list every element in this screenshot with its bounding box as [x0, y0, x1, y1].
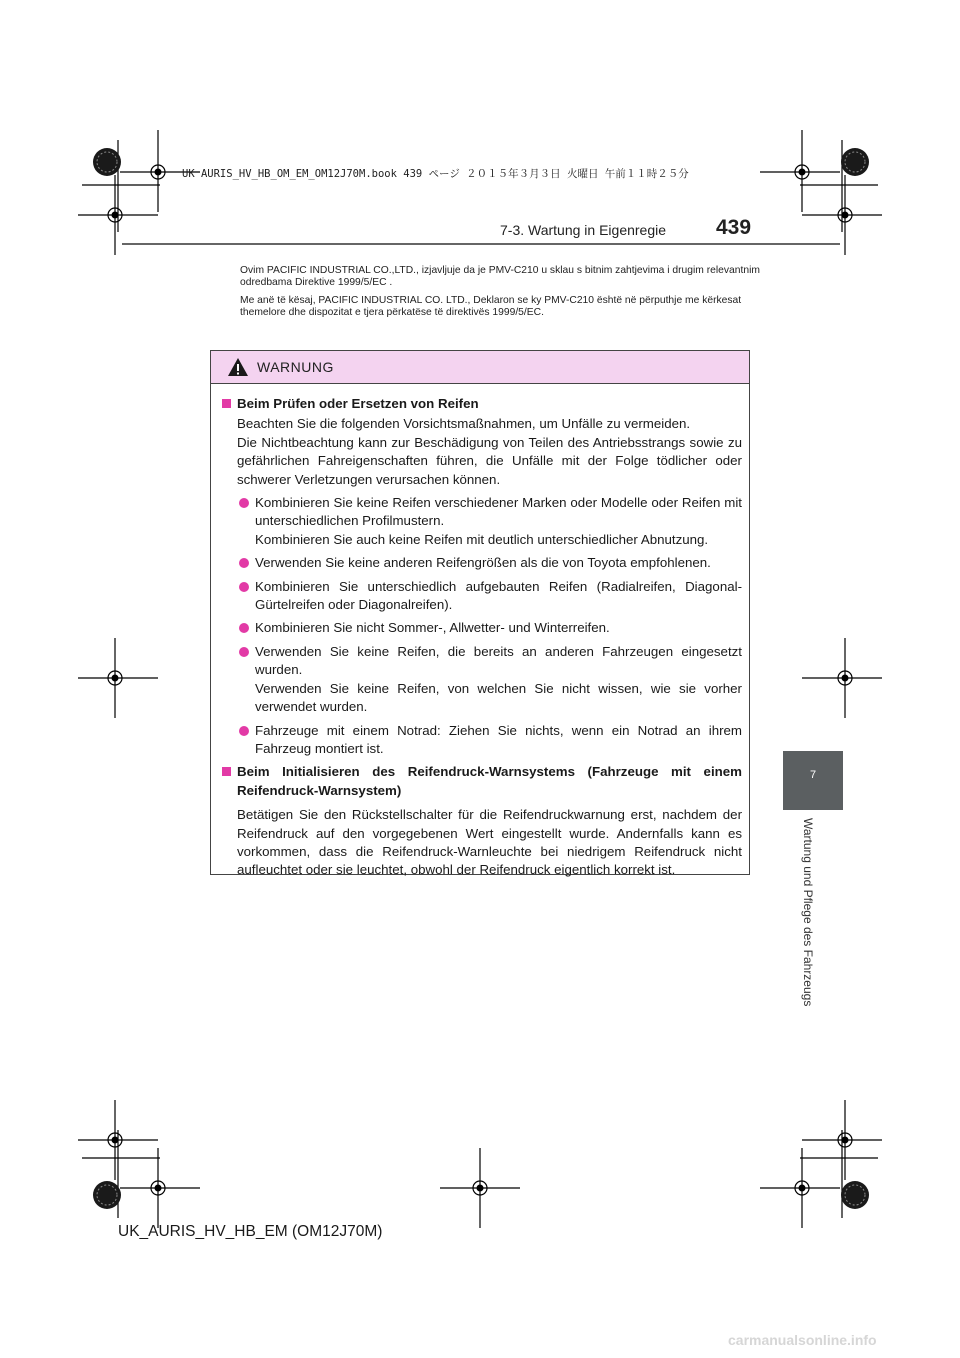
square-bullet-icon: [222, 767, 231, 776]
round-bullet-icon: [239, 623, 249, 633]
section-title: 7-3. Wartung in Eigenregie: [500, 222, 667, 238]
round-bullet-icon: [239, 582, 249, 592]
page-number: 439: [716, 216, 752, 239]
chapter-label: Wartung und Pflege des Fahrzeugs: [801, 818, 815, 1007]
declaration-albanian: Me anë të kësaj, PACIFIC INDUSTRIAL CO. LTD., Deklaron se ky PMV-C210 është në përputhje me kërkesat themelore dhe dispozitat e tjera përkatëse të direktivës 1999/5/EC.: [240, 295, 742, 318]
header-rule: [122, 243, 840, 245]
footer-model-code: UK_AURIS_HV_HB_EM (OM12J70M): [118, 1223, 383, 1240]
round-bullet-icon: [239, 647, 249, 657]
round-bullet-icon: [239, 498, 249, 508]
list-item: Kombinieren Sie nicht Sommer-, Allwetter- und Winterreifen.: [221, 619, 742, 637]
watermark: carmanualsonline.info: [728, 1332, 877, 1348]
warning-heading-tpws: Beim Initialisieren des Reifendruck-Warnsystems (Fahrzeuge mit einem Reifendruck-Warnsystem): [221, 763, 742, 800]
paragraph: Beachten Sie die folgenden Vorsichtsmaßnahmen, um Unfälle zu vermeiden. Die Nichtbeachtung kann zur Beschädigung von Teilen des Antriebsstrangs sowie zu gefährlichen Fahreigenschaften führen, die Unfälle mit der Folge tödlicher oder schwerer Verletzungen verursachen können.: [237, 416, 742, 487]
chapter-number: 7: [809, 769, 817, 781]
warning-triangle-icon: [227, 357, 249, 377]
list-item: Kombinieren Sie unterschiedlich aufgebauten Reifen (Radialreifen, Diagonal-Gürtelreifen oder Diagonalreifen).: [221, 578, 742, 615]
list-item: Verwenden Sie keine anderen Reifengrößen als die von Toyota empfohlenen.: [221, 554, 742, 572]
warning-box: [210, 350, 750, 878]
warning-header: [211, 351, 749, 384]
square-bullet-icon: [222, 399, 231, 408]
round-bullet-icon: [239, 558, 249, 568]
warning-heading-tires: Beim Prüfen oder Ersetzen von Reifen: [221, 395, 742, 413]
round-bullet-icon: [239, 726, 249, 736]
warning-body: [211, 384, 749, 880]
declaration-croatian: Ovim PACIFIC INDUSTRIAL CO.,LTD., izjavljuje da je PMV-C210 u sklau s bitnim zahtjevima i drugim relevantnim odredbama Direktive 1999/5/EC .: [240, 265, 760, 288]
warning-title: WARNUNG: [257, 359, 334, 375]
list-item: Verwenden Sie keine Reifen, die bereits an anderen Fahrzeugen eingesetzt wurden. Verwenden Sie keine Reifen, von welchen Sie nicht wissen, wie sie vorher verwendet wurden.: [221, 643, 742, 717]
paragraph: Betätigen Sie den Rückstellschalter für die Reifendruckwarnung erst, nachdem der Reifendruck auf den vorgegebenen Wert eingestellt wurde. Andernfalls kann es vorkommen, dass die Reifendruck-Warnleuchte bei niedrigem Reifendruck nicht aufleuchtet oder sie leuchtet, obwohl der Reifendruck eigentlich korrekt ist.: [237, 807, 742, 878]
book-info-line: UK AURIS_HV_HB_OM_EM_OM12J70M.book 439 ページ ２０１５年３月３日 火曜日 午前１１時２５分: [182, 168, 689, 180]
list-item: Kombinieren Sie keine Reifen verschiedener Marken oder Modelle oder Reifen mit unterschiedlichen Profilmustern. Kombinieren Sie auch keine Reifen mit deutlich unterschiedlicher Abnutzung.: [221, 494, 742, 549]
chapter-tab: [783, 751, 843, 810]
list-item: Fahrzeuge mit einem Notrad: Ziehen Sie nichts, wenn ein Notrad an ihrem Fahrzeug montiert ist.: [221, 722, 742, 759]
